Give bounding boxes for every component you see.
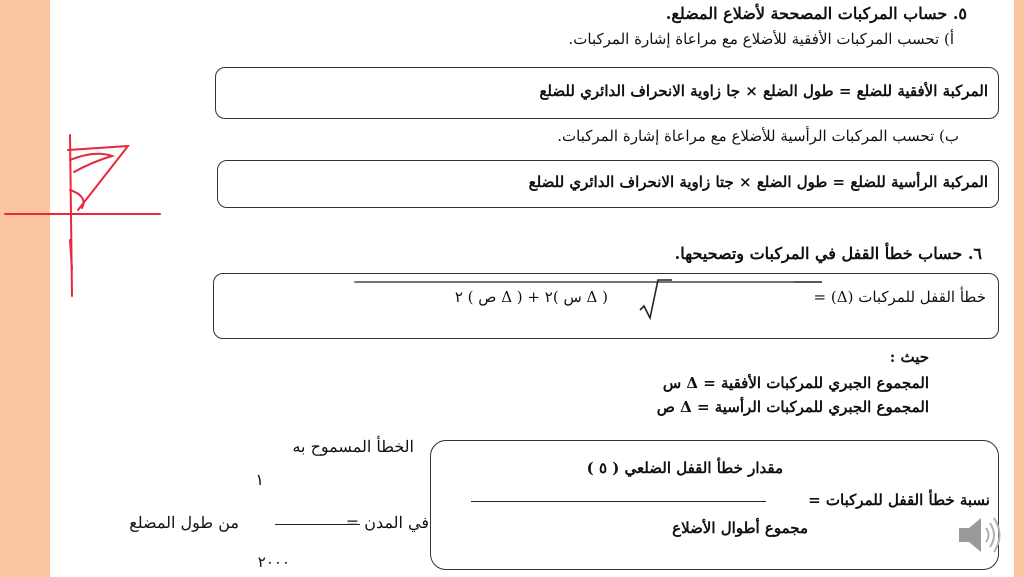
definition-delta-y: المجموع الجبري للمركبات الرأسية = Δ ص bbox=[656, 398, 929, 416]
speaker-icon[interactable] bbox=[955, 512, 1007, 562]
definition-delta-x: المجموع الجبري للمركبات الأفقية = Δ س bbox=[662, 374, 929, 392]
closure-error-label: خطأ القفل للمركبات (Δ) = bbox=[813, 288, 986, 306]
allowed-error-label-right: في المدن = bbox=[345, 513, 429, 532]
allowed-error-denominator: ٢٠٠٠ bbox=[257, 553, 290, 571]
horizontal-component-formula: المركبة الأفقية للضلع = طول الضلع × جا زاوية الانحراف الدائري للضلع bbox=[539, 82, 988, 100]
where-label: حيث : bbox=[889, 348, 929, 366]
section5-a-text: أ) تحسب المركبات الأفقية للأضلاع مع مراعاة إشارة المركبات. bbox=[568, 30, 954, 48]
allowed-error-label-left: من طول المضلع bbox=[129, 513, 239, 532]
allowed-error-fraction-line bbox=[275, 524, 360, 525]
closure-error-formula-box bbox=[213, 273, 999, 339]
ratio-label: نسبة خطأ القفل للمركبات = bbox=[808, 491, 990, 509]
red-pen-annotation bbox=[0, 130, 170, 300]
section5-heading: ٥. حساب المركبات المصححة لأضلاع المضلع. bbox=[665, 4, 967, 23]
square-root-icon bbox=[354, 276, 824, 320]
vertical-component-formula-box bbox=[217, 160, 999, 208]
allowed-error-numerator: ١ bbox=[255, 470, 264, 489]
allowed-error-title: الخطأ المسموح به bbox=[292, 437, 414, 456]
vertical-component-formula: المركبة الرأسية للضلع = طول الضلع × جتا زاوية الانحراف الدائري للضلع bbox=[528, 173, 988, 191]
right-page-margin bbox=[1014, 0, 1024, 577]
section6-heading: ٦. حساب خطأ القفل في المركبات وتصحيحها. bbox=[674, 244, 982, 263]
closure-error-radicand: ( Δ س )٢ + ( Δ ص ) ٢ bbox=[454, 288, 608, 306]
radical-sign-icon bbox=[634, 278, 674, 322]
closure-ratio-box bbox=[430, 440, 999, 570]
ratio-denominator: مجموع أطوال الأضلاع bbox=[672, 519, 808, 537]
horizontal-component-formula-box bbox=[215, 67, 999, 119]
ratio-numerator: مقدار خطأ القفل الضلعي ( ٥ ) bbox=[586, 459, 783, 477]
section5-b-text: ب) تحسب المركبات الرأسية للأضلاع مع مراعاة إشارة المركبات. bbox=[557, 127, 959, 145]
document-page bbox=[50, 0, 1014, 577]
ratio-fraction-line bbox=[471, 501, 766, 502]
